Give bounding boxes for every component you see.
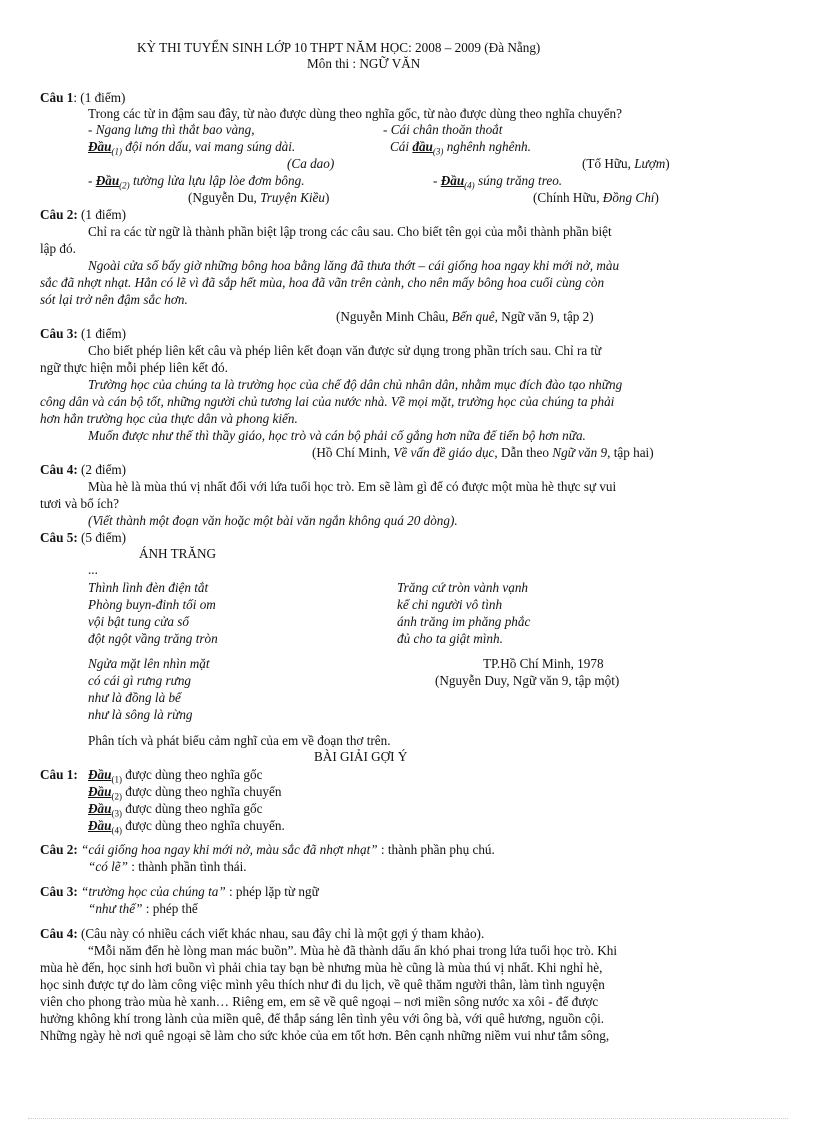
- a2-line-1: Câu 2: “cái giống hoa ngay khi mới nở, màu sắc đã nhợt nhạt” : thành phần phụ chú.: [40, 842, 495, 857]
- a4-paragraph-line: Những ngày hè nơi quê ngoại sẽ làm cho sức khỏe của em tốt hơn. Bên cạnh những niềm vui như tắm sông,: [40, 1028, 610, 1043]
- q2-prompt-2: lập đó.: [40, 241, 76, 256]
- q2-heading: Câu 2: (1 điểm): [40, 207, 127, 222]
- q3-text-3: hơn hẳn trường học của thực dân và phong kiến.: [40, 411, 298, 426]
- poem-line: đột ngột vầng trăng tròn: [88, 631, 218, 646]
- a4-line-1: Câu 4: (Câu này có nhiều cách viết khác nhau, sau đây chỉ là một gợi ý tham khảo).: [40, 926, 485, 941]
- q4-prompt-2: tươi và bổ ích?: [40, 496, 119, 511]
- poem-line: kể chi người vô tình: [397, 597, 503, 612]
- poem-line: có cái gì rưng rưng: [88, 673, 192, 688]
- a4-paragraph-line: mùa hè đến, học sinh hơi buồn vì phải chia tay bạn bè nhưng mùa hè cũng là mùa thú vị nhất. Khi nghỉ hè,: [40, 960, 603, 975]
- q1-verse-1a: - Ngang lưng thì thắt bao vàng,: [88, 122, 255, 137]
- q3-text-4: Muốn được như thế thì thầy giáo, học trò và cán bộ phải cố gắng hơn nữa để tiến bộ hơn nữa.: [88, 428, 586, 443]
- q5-heading: Câu 5: (5 điểm): [40, 530, 127, 545]
- poem-line: Trăng cứ tròn vành vạnh: [397, 580, 529, 595]
- q5-task: Phân tích và phát biểu cảm nghĩ của em về đoạn thơ trên.: [88, 733, 391, 748]
- a4-paragraph-line: viên cho phong trào mùa hè xanh… Riêng em, em sẽ về quê ngoại – nơi miền sông nước xa xôi - để được: [40, 994, 599, 1009]
- q1-verse-2a: Đầu$_{(1)}$ đội nón dấu, vai mang súng dài.: [88, 139, 296, 157]
- poem-line: vội bật tung cửa sổ: [88, 614, 189, 629]
- poem-title: ÁNH TRĂNG: [139, 546, 217, 561]
- poem-ellipsis: ...: [88, 562, 98, 577]
- q1-verse-1b: - Cái chân thoăn thoắt: [383, 122, 503, 137]
- q1-verse-2b: Cái đầu$_{(3)}$ nghênh nghênh.: [390, 139, 531, 157]
- a1-label: Câu 1:: [40, 767, 78, 782]
- q3-heading: Câu 3: (1 điểm): [40, 326, 127, 341]
- a2-line-2: “có lẽ” : thành phần tình thái.: [88, 859, 247, 874]
- q2-text-2: sắc đã nhợt nhạt. Hẳn có lẽ vì đã sắp hết mùa, hoa đã vãn trên cành, cho nên mấy bông hoa cuối cùng còn: [40, 275, 605, 290]
- a4-paragraph-line: “Mỗi năm đến hè lòng man mác buồn”. Mùa hè đã thành dấu ấn khó phai trong lứa tuổi học trò. Khi: [88, 943, 618, 958]
- q1-source-2: (Tố Hữu, Lượm): [582, 156, 670, 171]
- poem-place: TP.Hồ Chí Minh, 1978: [483, 656, 604, 671]
- poem-line: như là sông là rừng: [88, 707, 193, 722]
- q1-source-1: (Ca dao): [287, 156, 335, 171]
- q1-prompt: Trong các từ in đậm sau đây, từ nào được dùng theo nghĩa gốc, từ nào được dùng theo nghĩa chuyển?: [88, 106, 622, 121]
- q1-heading: Câu 1: (1 điểm): [40, 90, 126, 105]
- answers-heading: BÀI GIẢI GỢI Ý: [314, 749, 408, 764]
- q2-prompt-1: Chỉ ra các từ ngữ là thành phần biệt lập trong các câu sau. Cho biết tên gọi của mỗi thành phần biệt: [88, 224, 612, 239]
- q1-source-4: (Chính Hữu, Đồng Chí): [533, 190, 659, 205]
- q1-source-3: (Nguyễn Du, Truyện Kiều): [188, 190, 330, 205]
- q2-text-1: Ngoài cửa sổ bấy giờ những bông hoa bằng lăng đã thưa thớt – cái giống hoa ngay khi mới nở, màu: [88, 258, 620, 273]
- poem-line: như là đồng là bể: [88, 690, 181, 705]
- q3-source: (Hồ Chí Minh, Về vấn đề giáo dục, Dẫn theo Ngữ văn 9, tập hai): [312, 445, 654, 460]
- a1-item: Đầu$_{(4)}$ được dùng theo nghĩa chuyển.: [88, 818, 285, 836]
- q3-text-2: công dân và cán bộ tốt, những người chủ tương lai của nước nhà. Về mọi mặt, trường học của chúng ta phải: [40, 394, 615, 409]
- poem-line: Thình lình đèn điện tắt: [88, 580, 209, 595]
- poem-line: Phòng buyn-đinh tối om: [88, 597, 216, 612]
- q3-text-1: Trường học của chúng ta là trường học của chế độ dân chủ nhân dân, nhằm mục đích đào tạo những: [88, 377, 623, 392]
- q4-heading: Câu 4: (2 điểm): [40, 462, 127, 477]
- poem-line: đủ cho ta giật mình.: [397, 631, 503, 646]
- q2-text-3: sót lại trở nên đậm sắc hơn.: [40, 292, 188, 307]
- page-bottom-divider: [28, 1118, 788, 1119]
- a1-item: Đầu$_{(2)}$ được dùng theo nghĩa chuyển: [88, 784, 282, 802]
- q2-source: (Nguyễn Minh Châu, Bến quê, Ngữ văn 9, tập 2): [336, 309, 594, 324]
- exam-title: KỲ THI TUYỂN SINH LỚP 10 THPT NĂM HỌC: 2008 – 2009 (Đà Nẵng): [137, 40, 541, 55]
- q4-prompt-3: (Viết thành một đoạn văn hoặc một bài văn ngắn không quá 20 dòng).: [88, 513, 458, 528]
- a3-line-2: “như thế” : phép thế: [88, 901, 198, 916]
- a3-line-1: Câu 3: “trường học của chúng ta” : phép lặp từ ngữ: [40, 884, 319, 899]
- q4-prompt-1: Mùa hè là mùa thú vị nhất đối với lứa tuổi học trò. Em sẽ làm gì để có được một mùa hè thực sự vui: [88, 479, 617, 494]
- a1-item: Đầu$_{(1)}$ được dùng theo nghĩa gốc: [88, 767, 263, 785]
- q3-prompt-2: ngữ thực hiện mỗi phép liên kết đó.: [40, 360, 228, 375]
- poem-line: Ngửa mặt lên nhìn mặt: [88, 656, 210, 671]
- a1-item: Đầu$_{(3)}$ được dùng theo nghĩa gốc: [88, 801, 263, 819]
- q1-verse-3b: - Đầu$_{(4)}$ súng trăng treo.: [433, 173, 563, 191]
- a4-paragraph-line: học sinh được tự do làm công việc mình yêu thích như đi du lịch, về quê thăm người thân, làm tình nguyện: [40, 977, 605, 992]
- poem-line: ánh trăng im phăng phắc: [397, 614, 531, 629]
- q3-prompt-1: Cho biết phép liên kết câu và phép liên kết đoạn văn được sử dụng trong phần trích sau. Chỉ ra từ: [88, 343, 602, 358]
- poem-source: (Nguyễn Duy, Ngữ văn 9, tập một): [435, 673, 620, 688]
- q1-verse-3a: - Đầu$_{(2)}$ tường lửa lựu lập lòe đơm bông.: [88, 173, 305, 191]
- exam-subject: Môn thi : NGỮ VĂN: [307, 56, 421, 71]
- a4-paragraph-line: hưởng không khí trong lành của miền quê, để thắp sáng lên tình yêu với ông bà, với quê hương, nguồn cội.: [40, 1011, 605, 1026]
